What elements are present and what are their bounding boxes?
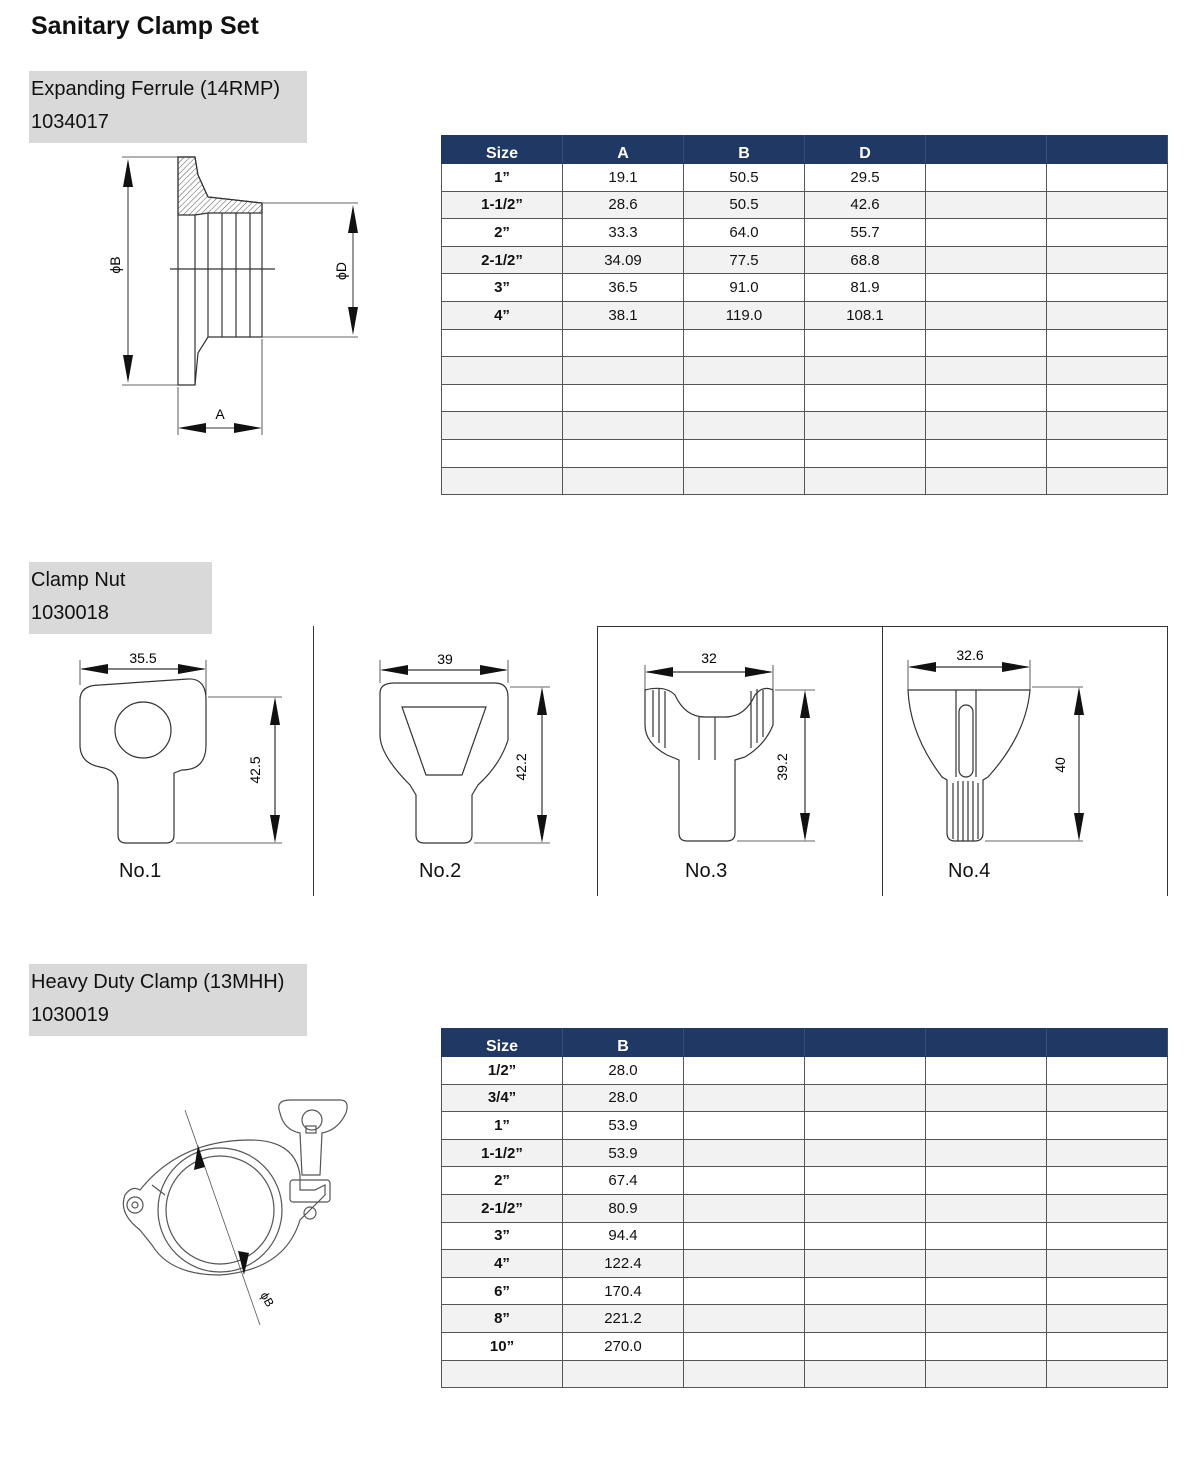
value-cell (1047, 1084, 1168, 1112)
size-cell: 1-1/2” (442, 1139, 563, 1167)
value-cell (684, 412, 805, 440)
table-row (442, 1332, 1168, 1360)
column-header: B (563, 1029, 684, 1057)
ferrule-name: Expanding Ferrule (14RMP) (31, 78, 280, 100)
value-cell: 38.1 (563, 301, 684, 329)
clamp-name: Heavy Duty Clamp (13MHH) (31, 971, 285, 993)
value-cell (926, 467, 1047, 495)
size-cell: 8” (442, 1305, 563, 1333)
value-cell (684, 1305, 805, 1333)
value-cell (1047, 246, 1168, 274)
table-row (442, 1167, 1168, 1195)
value-cell (684, 467, 805, 495)
value-cell: 36.5 (563, 274, 684, 302)
nut-2-height: 42.2 (513, 753, 529, 781)
value-cell (926, 301, 1047, 329)
value-cell (1047, 439, 1168, 467)
value-cell (1047, 329, 1168, 357)
table-row (442, 164, 1168, 192)
value-cell (1047, 191, 1168, 219)
nut-4-width: 32.6 (956, 647, 984, 663)
nut-1-drawing (70, 645, 300, 855)
value-cell (805, 1222, 926, 1250)
table-row (442, 1277, 1168, 1305)
value-cell (563, 1360, 684, 1388)
value-cell (805, 1139, 926, 1167)
value-cell: 28.6 (563, 191, 684, 219)
value-cell (805, 1167, 926, 1195)
value-cell (926, 384, 1047, 412)
value-cell: 53.9 (563, 1139, 684, 1167)
value-cell (1047, 1112, 1168, 1140)
table-row (442, 1194, 1168, 1222)
value-cell (926, 1360, 1047, 1388)
size-cell (442, 384, 563, 412)
size-cell: 1/2” (442, 1057, 563, 1085)
value-cell: 50.5 (684, 164, 805, 192)
value-cell (926, 1332, 1047, 1360)
value-cell (926, 1305, 1047, 1333)
value-cell: 270.0 (563, 1332, 684, 1360)
value-cell (684, 1277, 805, 1305)
value-cell (926, 1250, 1047, 1278)
nut-3-label: No.3 (685, 860, 728, 882)
table-row (442, 357, 1168, 385)
value-cell: 170.4 (563, 1277, 684, 1305)
table-row (442, 1250, 1168, 1278)
value-cell (1047, 1057, 1168, 1085)
value-cell (563, 467, 684, 495)
size-cell (442, 439, 563, 467)
size-cell (442, 329, 563, 357)
value-cell: 94.4 (563, 1222, 684, 1250)
nut-3-height: 39.2 (774, 753, 790, 781)
column-header (1047, 1029, 1168, 1057)
nut-section-header (29, 562, 212, 634)
nut-code: 1030018 (31, 602, 109, 624)
value-cell (926, 1112, 1047, 1140)
value-cell (926, 191, 1047, 219)
value-cell: 64.0 (684, 219, 805, 247)
size-cell: 3/4” (442, 1084, 563, 1112)
value-cell (926, 1277, 1047, 1305)
value-cell (1047, 1139, 1168, 1167)
value-cell: 108.1 (805, 301, 926, 329)
panel-divider (313, 626, 314, 896)
value-cell (805, 357, 926, 385)
value-cell: 80.9 (563, 1194, 684, 1222)
column-header (926, 136, 1047, 164)
size-cell: 4” (442, 1250, 563, 1278)
size-cell: 2” (442, 219, 563, 247)
table-row (442, 191, 1168, 219)
value-cell (684, 439, 805, 467)
ferrule-code: 1034017 (31, 111, 109, 133)
size-cell: 1” (442, 1112, 563, 1140)
value-cell (805, 1084, 926, 1112)
value-cell (1047, 274, 1168, 302)
value-cell (805, 1360, 926, 1388)
nut-4-height: 40 (1052, 757, 1068, 773)
clamp-section-header (29, 964, 307, 1036)
table-row (442, 1057, 1168, 1085)
value-cell (563, 357, 684, 385)
value-cell: 28.0 (563, 1057, 684, 1085)
value-cell: 34.09 (563, 246, 684, 274)
value-cell (1047, 1194, 1168, 1222)
nut-4-label: No.4 (948, 860, 991, 882)
clamp-b-label: ϕB (257, 1289, 277, 1310)
value-cell (926, 1139, 1047, 1167)
nut-1-width: 35.5 (129, 650, 157, 666)
size-cell: 1-1/2” (442, 191, 563, 219)
table-row (442, 1360, 1168, 1388)
table-row (442, 1112, 1168, 1140)
value-cell (805, 1250, 926, 1278)
value-cell (684, 1112, 805, 1140)
table-row (442, 1305, 1168, 1333)
value-cell: 33.3 (563, 219, 684, 247)
value-cell (684, 1139, 805, 1167)
panel-divider (882, 626, 883, 896)
value-cell (1047, 219, 1168, 247)
value-cell (805, 467, 926, 495)
size-cell (442, 1360, 563, 1388)
value-cell (684, 1332, 805, 1360)
value-cell: 42.6 (805, 191, 926, 219)
value-cell: 19.1 (563, 164, 684, 192)
ferrule-b-label: ϕB (107, 256, 123, 274)
value-cell (805, 412, 926, 440)
size-cell: 2” (442, 1167, 563, 1195)
table-header-row (442, 1029, 1168, 1057)
value-cell (926, 1167, 1047, 1195)
table-row (442, 329, 1168, 357)
table-row (442, 412, 1168, 440)
value-cell (684, 329, 805, 357)
ferrule-diagram (100, 145, 380, 445)
value-cell (1047, 301, 1168, 329)
value-cell: 68.8 (805, 246, 926, 274)
column-header (1047, 136, 1168, 164)
value-cell (684, 1057, 805, 1085)
column-header: A (563, 136, 684, 164)
value-cell (684, 1360, 805, 1388)
value-cell: 81.9 (805, 274, 926, 302)
value-cell: 50.5 (684, 191, 805, 219)
nut-4-drawing (898, 645, 1128, 855)
nut-3-width: 32 (701, 650, 717, 666)
size-cell: 6” (442, 1277, 563, 1305)
value-cell (684, 1250, 805, 1278)
value-cell (1047, 1222, 1168, 1250)
value-cell: 119.0 (684, 301, 805, 329)
value-cell (805, 329, 926, 357)
value-cell (1047, 1167, 1168, 1195)
value-cell (1047, 357, 1168, 385)
table-row (442, 274, 1168, 302)
size-cell: 10” (442, 1332, 563, 1360)
value-cell (926, 274, 1047, 302)
table-row (442, 246, 1168, 274)
value-cell (684, 1194, 805, 1222)
value-cell (926, 246, 1047, 274)
value-cell (926, 219, 1047, 247)
value-cell (926, 1194, 1047, 1222)
table-row (442, 384, 1168, 412)
value-cell (563, 439, 684, 467)
value-cell (926, 357, 1047, 385)
size-cell: 2-1/2” (442, 246, 563, 274)
value-cell (684, 357, 805, 385)
ferrule-section-header (29, 71, 307, 143)
value-cell: 91.0 (684, 274, 805, 302)
table-header-row (442, 136, 1168, 164)
value-cell (926, 439, 1047, 467)
value-cell (1047, 384, 1168, 412)
value-cell (1047, 164, 1168, 192)
value-cell: 28.0 (563, 1084, 684, 1112)
value-cell: 55.7 (805, 219, 926, 247)
value-cell (805, 1305, 926, 1333)
value-cell (926, 1222, 1047, 1250)
value-cell (1047, 1277, 1168, 1305)
clamp-spec-table (441, 1028, 1168, 1388)
value-cell (684, 1167, 805, 1195)
size-cell: 3” (442, 274, 563, 302)
size-cell: 4” (442, 301, 563, 329)
value-cell (805, 439, 926, 467)
value-cell (1047, 1305, 1168, 1333)
nut-2-drawing (370, 645, 600, 855)
clamp-code: 1030019 (31, 1004, 109, 1026)
ferrule-a-label: A (215, 406, 225, 422)
value-cell (563, 384, 684, 412)
clamp-diagram (110, 1095, 370, 1335)
value-cell (1047, 412, 1168, 440)
table-row (442, 1222, 1168, 1250)
size-cell (442, 412, 563, 440)
table-row (442, 301, 1168, 329)
value-cell (926, 164, 1047, 192)
table-row (442, 1084, 1168, 1112)
value-cell (926, 412, 1047, 440)
table-row (442, 439, 1168, 467)
value-cell (1047, 1360, 1168, 1388)
size-cell: 1” (442, 164, 563, 192)
column-header: B (684, 136, 805, 164)
ferrule-d-label: ϕD (333, 262, 349, 280)
nut-1-label: No.1 (119, 860, 162, 882)
value-cell (1047, 1332, 1168, 1360)
value-cell (563, 412, 684, 440)
value-cell (805, 384, 926, 412)
column-header: Size (442, 136, 563, 164)
nut-name: Clamp Nut (31, 569, 126, 591)
value-cell: 67.4 (563, 1167, 684, 1195)
value-cell (684, 1222, 805, 1250)
column-header (926, 1029, 1047, 1057)
nut-2-label: No.2 (419, 860, 462, 882)
value-cell: 53.9 (563, 1112, 684, 1140)
value-cell (926, 1057, 1047, 1085)
value-cell (1047, 1250, 1168, 1278)
value-cell (805, 1057, 926, 1085)
ferrule-spec-table (441, 135, 1168, 495)
table-row (442, 1139, 1168, 1167)
panel-top-border (597, 626, 1168, 627)
value-cell (926, 1084, 1047, 1112)
column-header: D (805, 136, 926, 164)
column-header (684, 1029, 805, 1057)
value-cell (1047, 467, 1168, 495)
value-cell (805, 1112, 926, 1140)
value-cell (926, 329, 1047, 357)
value-cell: 221.2 (563, 1305, 684, 1333)
value-cell (563, 329, 684, 357)
size-cell: 2-1/2” (442, 1194, 563, 1222)
value-cell (684, 1084, 805, 1112)
nut-3-drawing (635, 645, 865, 855)
size-cell: 3” (442, 1222, 563, 1250)
nut-1-height: 42.5 (247, 756, 263, 784)
value-cell: 29.5 (805, 164, 926, 192)
table-row (442, 467, 1168, 495)
column-header (805, 1029, 926, 1057)
table-row (442, 219, 1168, 247)
panel-divider (1167, 626, 1168, 896)
value-cell: 122.4 (563, 1250, 684, 1278)
column-header: Size (442, 1029, 563, 1057)
nut-2-width: 39 (437, 651, 453, 667)
value-cell (805, 1194, 926, 1222)
value-cell (805, 1332, 926, 1360)
page-title: Sanitary Clamp Set (31, 12, 259, 40)
size-cell (442, 467, 563, 495)
value-cell: 77.5 (684, 246, 805, 274)
size-cell (442, 357, 563, 385)
value-cell (684, 384, 805, 412)
value-cell (805, 1277, 926, 1305)
